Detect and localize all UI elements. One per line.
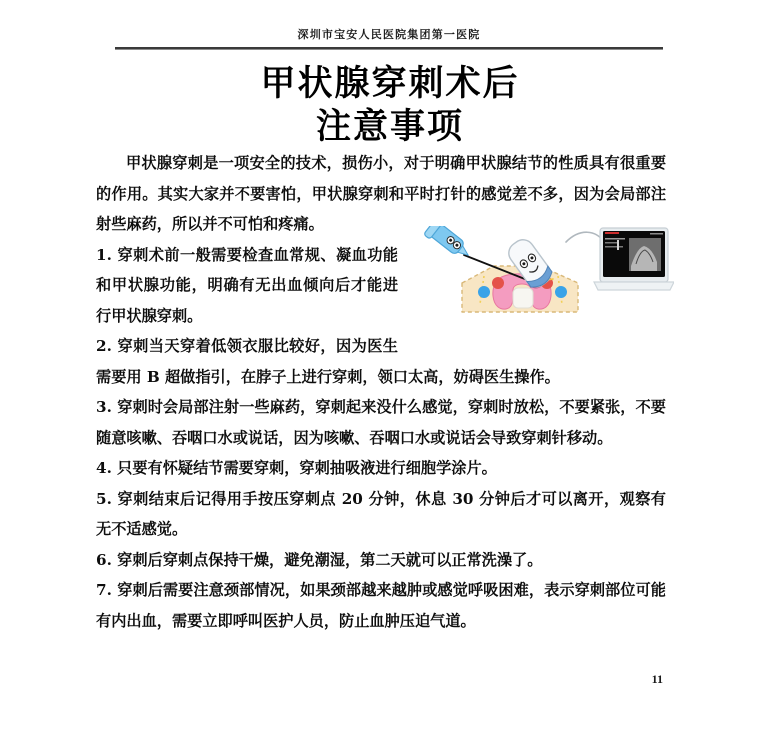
hospital-name: 深圳市宝安人民医院集团第一医院 <box>297 29 481 41</box>
vein-left-icon <box>478 286 490 298</box>
artery-left-icon <box>492 277 504 289</box>
vein-right-icon <box>555 286 567 298</box>
notice-item-1: 1. 穿刺术前一般需要检查血常规、凝血功能和甲状腺功能，明确有无出血倾向后才能进行甲状腺穿刺。 <box>96 245 398 325</box>
trachea-icon <box>513 288 533 308</box>
header-divider <box>115 47 663 50</box>
syringe-character-icon <box>424 226 475 264</box>
title-line-1: 甲状腺穿刺术后 <box>260 63 520 104</box>
title-line-2: 注意事项 <box>315 106 464 147</box>
thyroid-biopsy-illustration <box>418 226 674 338</box>
notice-item-5: 5. 穿刺结束后记得用手按压穿刺点 20 分钟，休息 30 分钟后才可以离开，观察有无不适感觉。 <box>96 489 666 538</box>
notice-item-6: 6. 穿刺后穿刺点保持干燥，避免潮湿，第二天就可以正常洗澡了。 <box>96 550 543 569</box>
probe-cable-icon <box>566 232 604 242</box>
body-content <box>96 148 666 636</box>
notice-item-3: 3. 穿刺时会局部注射一些麻药，穿刺起来没什么感觉，穿刺时放松，不要紧张，不要随意咳嗽、吞咽口水或说话，因为咳嗽、吞咽口水或说话会导致穿刺针移动。 <box>96 398 666 447</box>
notice-item-4: 4. 只要有怀疑结节需要穿刺，穿刺抽吸液进行细胞学涂片。 <box>96 459 497 477</box>
ultrasound-monitor-icon <box>594 228 674 290</box>
notice-item-7: 7. 穿刺后需要注意颈部情况，如果颈部越来越肿或感觉呼吸困难，表示穿刺部位可能有内出血，需要立即呼叫医护人员，防止血肿压迫气道。 <box>96 581 666 630</box>
intro-paragraph: 甲状腺穿刺是一项安全的技术，损伤小，对于明确甲状腺结节的性质具有很重要的作用。其实大家并不要害怕，甲状腺穿刺和平时打针的感觉差不多，因为会局部注射些麻药，所以并不可怕和疼痛。 <box>96 154 666 233</box>
notice-item-2: 2. 穿刺当天穿着低领衣服比较好，因为医生需要用 B 超做指引，在脖子上进行穿刺，领口太高，妨碍医生操作。 <box>96 337 560 386</box>
page-number: 11 <box>651 672 663 686</box>
page-title <box>0 62 780 148</box>
running-header <box>115 28 663 50</box>
